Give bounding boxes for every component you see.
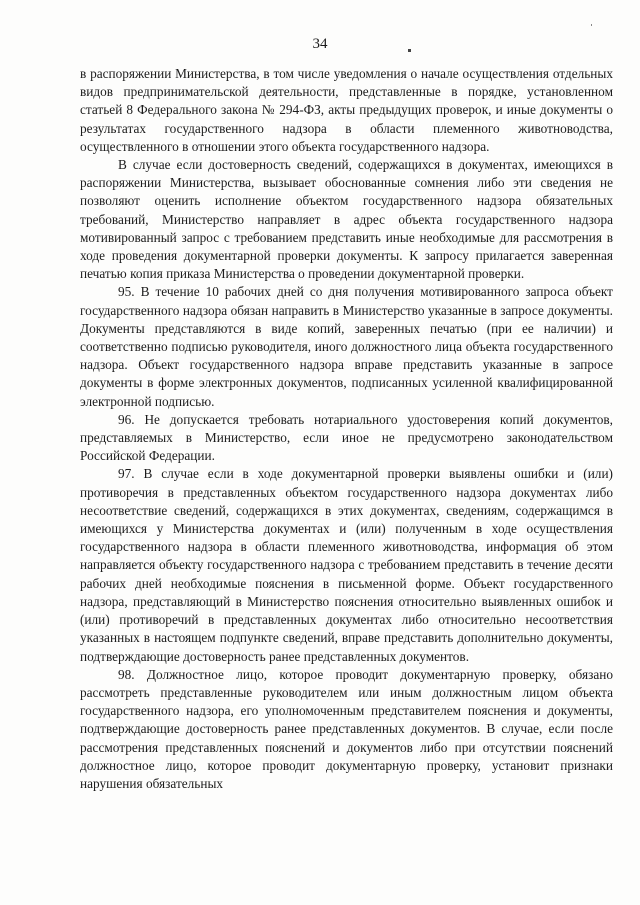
paragraph-doubtful-information: В случае если достоверность сведений, содержащихся в документах, имеющихся в распоряжении Министерства, вызывает обоснованные сомнения либо эти сведения не позволяют оценить исполнение объектом государственного надзора обязательных требований, Министерство направляет в адрес объекта государственного надзора мотивированный запрос с требованием представить иные необходимые для рассмотрения в ходе проведения документарной проверки документы. К запросу прилагается заверенная печатью копия приказа Министерства о проведении документарной проверки.: [80, 157, 613, 282]
document-body: [80, 65, 613, 793]
scan-speck: [591, 24, 592, 26]
page-number: 34: [312, 36, 328, 52]
paragraph-continuation: в распоряжении Министерства, в том числе уведомления о начале осуществления отдельных видов предпринимательской деятельности, представленные в порядке, установленном статьей 8 Федерального закона № 294-ФЗ, акты предыдущих проверок, и иные документы о результатах государственного надзора в области племенного животноводства, осуществленного в отношении этого объекта государственного надзора.: [80, 66, 613, 154]
paragraph-97: 97. В случае если в ходе документарной проверки выявлены ошибки и (или) противоречия в представленных объектом государственного надзора документах либо несоответствие сведений, содержащихся в этих документах, сведениям, содержащимся в имеющихся у Министерства документах и (или) полученным в ходе осуществления государственного надзора в области племенного животноводства, информация об этом направляется объекту государственного надзора с требованием представить в течение десяти рабочих дней необходимые пояснения в письменной форме. Объект государственного надзора, представляющий в Министерство пояснения относительно выявленных ошибок и (или) противоречий в представленных документах либо относительно несоответствия указанных в настоящем подпункте сведений, вправе представить дополнительно документы, подтверждающие достоверность ранее представленных документов.: [80, 466, 613, 664]
paragraph-95: 95. В течение 10 рабочих дней со дня получения мотивированного запроса объект государственного надзора обязан направить в Министерство указанные в запросе документы. Документы представляются в виде копий, заверенных печатью (при ее наличии) и соответственно подписью руководителя, иного должностного лица объекта государственного надзора. Объект государственного надзора вправе представить указанные в запросе документы в форме электронных документов, подписанных усиленной квалифицированной электронной подписью.: [80, 284, 613, 409]
paragraph-96: 96. Не допускается требовать нотариального удостоверения копий документов, представляемых в Министерство, если иное не предусмотрено законодательством Российской Федерации.: [80, 411, 613, 464]
scan-speck: [408, 49, 411, 52]
paragraph-98: 98. Должностное лицо, которое проводит документарную проверку, обязано рассмотреть представленные руководителем или иным должностным лицом объекта государственного надзора, его уполномоченным представителем пояснения и документы, подтверждающие достоверность ранее представленных документов. В случае, если после рассмотрения представленных пояснений и документов либо при отсутствии пояснений должностное лицо, которое проводит документарную проверку, установит признаки нарушения обязательных: [80, 666, 613, 791]
